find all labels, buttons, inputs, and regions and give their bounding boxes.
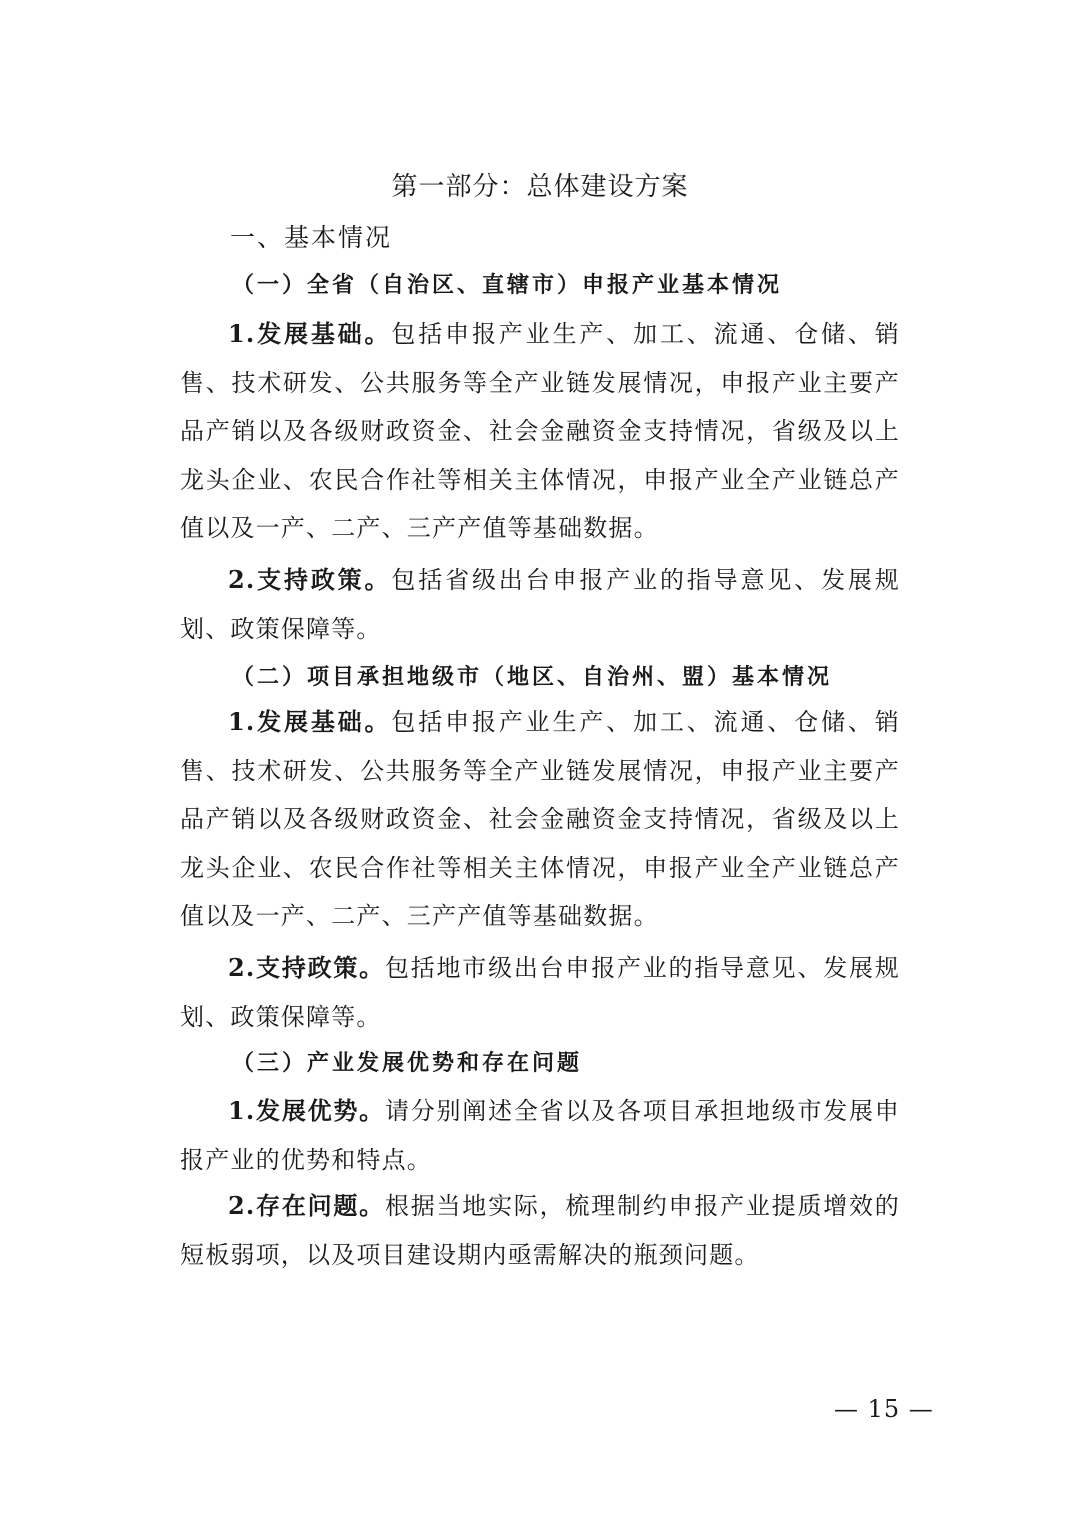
paragraph-development-basis-1	[180, 310, 900, 553]
subsection-heading-3: （三）产业发展优势和存在问题	[232, 1051, 583, 1076]
paragraph-lead: 1.发展基础。	[228, 319, 392, 348]
paragraph-existing-problems	[180, 1182, 900, 1279]
paragraph-support-policy-2	[180, 944, 900, 1041]
subsection-heading-1: （一）全省（自治区、直辖市）申报产业基本情况	[232, 273, 783, 298]
paragraph-text: 包括申报产业生产、加工、流通、仓储、销售、技术研发、公共服务等全产业链发展情况，申报产业主要产品产销以及各级财政资金、社会金融资金支持情况，省级及以上龙头企业、农民合作社等相关主体情况，申报产业全产业链总产值以及一产、二产、三产产值等基础数据。	[180, 708, 900, 930]
paragraph-text: 根据当地实际，梳理制约申报产业提质增效的短板弱项，以及项目建设期内亟需解决的瓶颈问题。	[180, 1192, 900, 1269]
paragraph-text: 请分别阐述全省以及各项目承担地级市发展申报产业的优势和特点。	[180, 1097, 900, 1174]
paragraph-lead: 2.存在问题。	[228, 1191, 385, 1220]
paragraph-development-basis-2	[180, 698, 900, 941]
subsection-heading-2: （二）项目承担地级市（地区、自治州、盟）基本情况	[232, 665, 833, 690]
document-title: 第一部分：总体建设方案	[391, 172, 689, 202]
paragraph-text: 包括省级出台申报产业的指导意见、发展规划、政策保障等。	[180, 566, 900, 643]
paragraph-lead: 1.发展基础。	[228, 707, 392, 736]
paragraph-text: 包括申报产业生产、加工、流通、仓储、销售、技术研发、公共服务等全产业链发展情况，申报产业主要产品产销以及各级财政资金、社会金融资金支持情况，省级及以上龙头企业、农民合作社等相关主体情况，申报产业全产业链总产值以及一产、二产、三产产值等基础数据。	[180, 320, 900, 542]
page-number: — 15 —	[834, 1395, 934, 1423]
paragraph-development-advantages	[180, 1087, 900, 1184]
paragraph-support-policy-1	[180, 556, 900, 653]
paragraph-lead: 2.支持政策。	[228, 565, 392, 594]
paragraph-text: 包括地市级出台申报产业的指导意见、发展规划、政策保障等。	[180, 954, 900, 1031]
paragraph-lead: 2.支持政策。	[228, 953, 385, 982]
paragraph-lead: 1.发展优势。	[228, 1096, 385, 1125]
section-heading-basic-situation: 一、基本情况	[230, 223, 393, 252]
